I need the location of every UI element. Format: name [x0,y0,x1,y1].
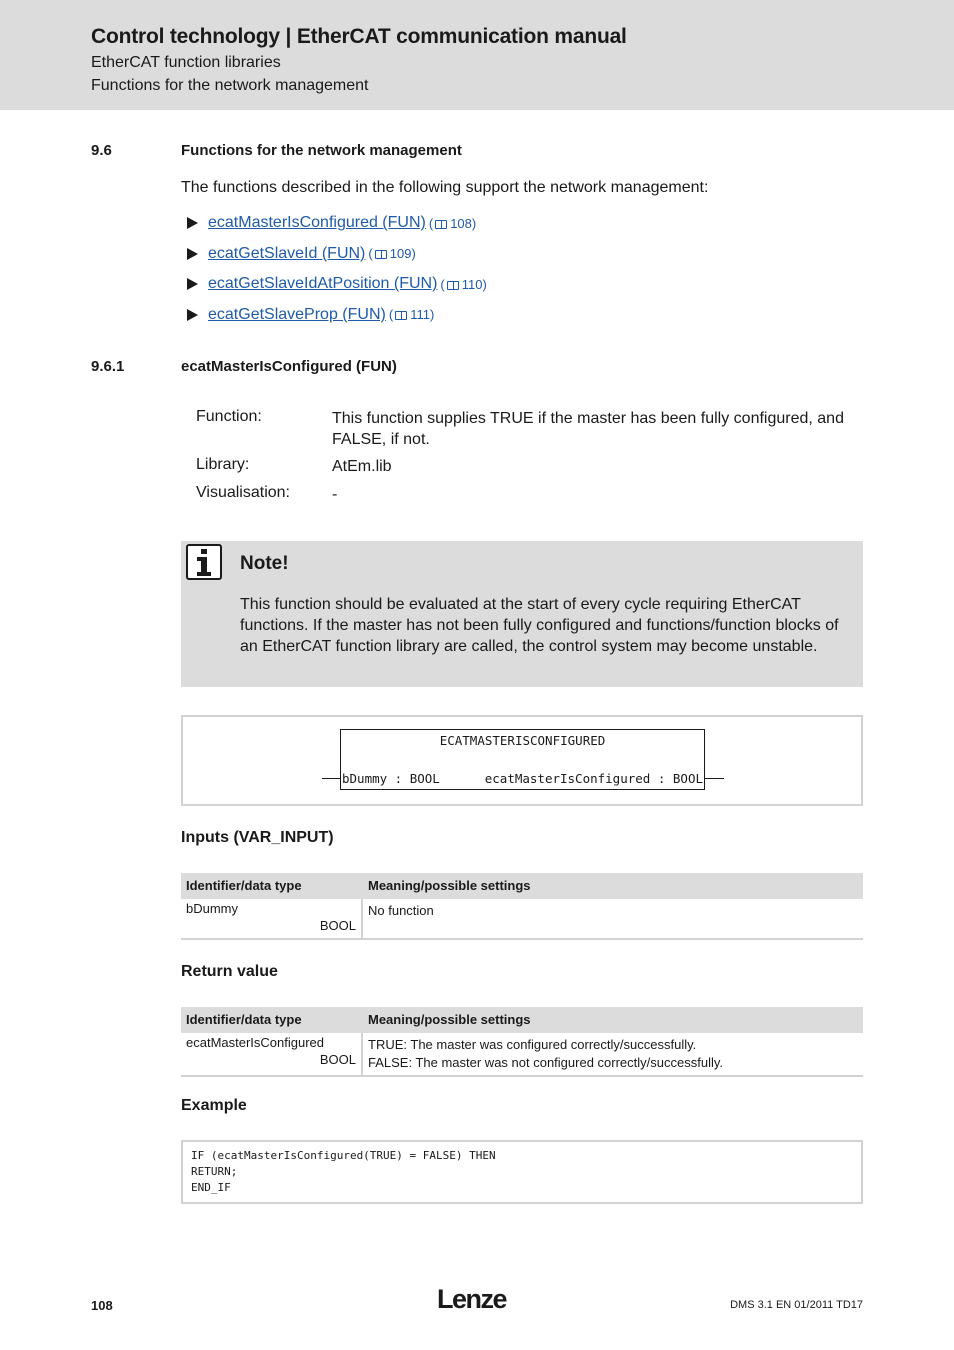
function-block-input: bDummy : BOOL [342,771,440,786]
page-reference[interactable]: ( 110) [440,276,487,292]
meaning-cell [363,899,863,938]
return-value-table [181,1007,863,1077]
input-connector-line [322,778,341,779]
note-box [181,541,863,687]
property-label: Function: [196,408,262,425]
subsection-number: 9.6.1 [91,358,125,375]
bullet-arrow-icon [187,278,198,290]
property-value: AtEm.lib [332,458,392,475]
info-icon [186,544,222,580]
property-value: - [332,486,338,503]
chapter-title: EtherCAT function libraries [91,54,281,71]
meaning-cell [363,1033,863,1075]
page-reference[interactable]: ( 111) [388,307,435,323]
note-title: Note! [240,553,289,574]
property-label: Visualisation: [196,484,290,501]
function-block-name: ECATMASTERISCONFIGURED [439,733,606,748]
bullet-arrow-icon [187,217,198,229]
list-item [187,208,487,239]
column-header: Identifier/data type [186,1012,302,1027]
return-value-heading: Return value [181,963,278,980]
column-header: Meaning/possible settings [368,878,531,893]
bullet-arrow-icon [187,248,198,260]
output-connector-line [704,778,724,779]
table-row [181,899,863,940]
link-ecat-get-slave-id-at-position[interactable]: ecatGetSlaveIdAtPosition (FUN) [208,275,438,293]
book-icon [395,311,407,320]
page-reference[interactable]: ( 109) [368,246,416,262]
identifier-cell [181,1033,363,1075]
list-item [187,269,487,300]
function-properties [196,408,862,512]
link-ecat-get-slave-id[interactable]: ecatGetSlaveId (FUN) [208,244,366,262]
inputs-heading: Inputs (VAR_INPUT) [181,829,334,846]
identifier-name: ecatMasterIsConfigured [186,1035,325,1050]
column-header: Identifier/data type [186,878,302,893]
function-block-diagram [181,715,863,806]
book-icon [435,220,447,229]
meaning-line: No function [368,903,434,918]
document-id: DMS 3.1 EN 01/2011 TD17 [730,1299,863,1311]
inputs-table [181,873,863,940]
code-example [181,1140,863,1204]
table-header [181,873,863,899]
link-ecat-get-slave-prop[interactable]: ecatGetSlaveProp (FUN) [208,305,386,323]
property-value: This function supplies TRUE if the master has been fully configured, and FALSE, if not. [332,410,844,448]
list-item [187,300,487,331]
page-header [0,0,954,110]
data-type: BOOL [319,1052,356,1067]
page-reference[interactable]: ( 108) [428,215,477,231]
note-text: This function should be evaluated at the start of every cycle requiring EtherCAT functions. If the master has not been fully configured and functions/function blocks of an EtherCAT function library are called, the control system may become unstable. [240,596,839,655]
link-ecat-master-is-configured[interactable]: ecatMasterIsConfigured (FUN) [208,214,426,232]
section-intro: The functions described in the following support the network management: [181,179,709,196]
lenze-logo: Lenze [437,1284,507,1314]
table-header [181,1007,863,1033]
property-row [196,484,862,512]
function-link-list [187,208,487,330]
bullet-arrow-icon [187,309,198,321]
meaning-line: TRUE: The master was configured correctly/successfully. [368,1037,697,1052]
subsection-title: ecatMasterIsConfigured (FUN) [181,358,397,375]
function-block [340,729,705,790]
section-title: Functions for the network management [181,142,462,159]
book-icon [447,281,459,290]
property-row [196,456,862,484]
table-row [181,1033,863,1077]
example-heading: Example [181,1097,247,1114]
section-breadcrumb: Functions for the network management [91,77,369,94]
data-type: BOOL [319,918,356,933]
code-line: IF (ecatMasterIsConfigured(TRUE) = FALSE) THEN [191,1149,496,1162]
property-row [196,408,862,456]
manual-title: Control technology | EtherCAT communication manual [91,25,627,48]
identifier-name: bDummy [186,901,239,916]
list-item [187,239,487,270]
book-icon [375,250,387,259]
page-number: 108 [91,1298,113,1313]
property-label: Library: [196,456,250,473]
function-block-output: ecatMasterIsConfigured : BOOL [484,771,703,786]
code-line: END_IF [191,1181,231,1194]
meaning-line: FALSE: The master was not configured correctly/successfully. [368,1054,723,1070]
section-number: 9.6 [91,142,112,159]
code-line: RETURN; [191,1165,238,1178]
column-header: Meaning/possible settings [368,1012,531,1027]
identifier-cell [181,899,363,938]
